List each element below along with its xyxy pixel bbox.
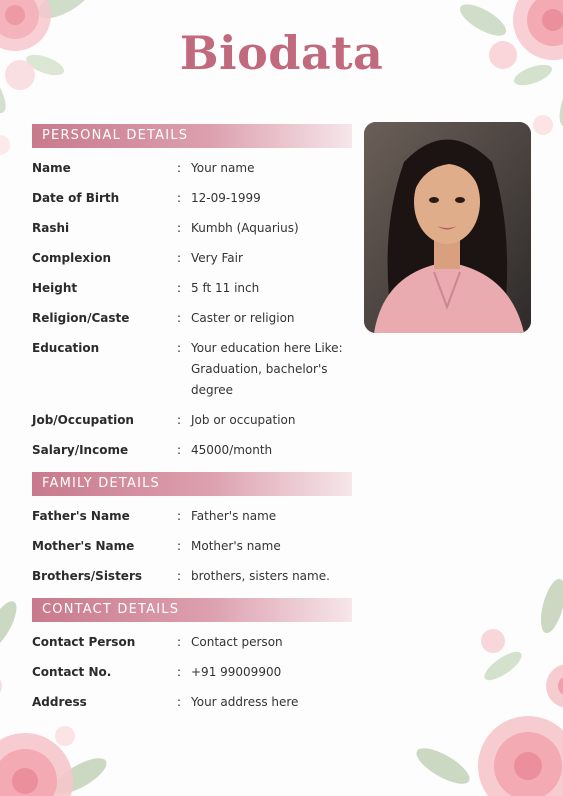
detail-colon: :: [177, 281, 182, 295]
detail-colon: :: [177, 695, 182, 709]
section-title-contact: CONTACT DETAILS: [42, 602, 180, 617]
detail-value: Job or occupation: [191, 413, 296, 427]
detail-value: Mother's name: [191, 539, 281, 553]
floral-decoration-bottom-right: [403, 566, 563, 796]
detail-label: Date of Birth: [32, 191, 120, 205]
detail-label: Education: [32, 341, 100, 355]
section-header-personal: [32, 124, 352, 148]
detail-colon: :: [177, 635, 182, 649]
detail-value: Caster or religion: [191, 311, 295, 325]
detail-value: 5 ft 11 inch: [191, 281, 260, 295]
detail-colon: :: [177, 569, 182, 583]
detail-colon: :: [177, 161, 182, 175]
detail-value: Your education here Like: Graduation, bachelor's degree: [191, 341, 343, 397]
detail-colon: :: [177, 443, 182, 457]
detail-label: Brothers/Sisters: [32, 569, 143, 583]
detail-value: Kumbh (Aquarius): [191, 221, 299, 235]
detail-label: Name: [32, 161, 71, 175]
section-header-contact: [32, 598, 352, 622]
detail-colon: :: [177, 191, 182, 205]
detail-value: Contact person: [191, 635, 283, 649]
detail-value: 12-09-1999: [191, 191, 261, 205]
detail-label: Father's Name: [32, 509, 130, 523]
detail-colon: :: [177, 221, 182, 235]
detail-label: Rashi: [32, 221, 70, 235]
detail-label: Complexion: [32, 251, 112, 265]
detail-label: Salary/Income: [32, 443, 129, 457]
detail-value: Your address here: [191, 695, 299, 709]
page-title: Biodata: [179, 26, 384, 80]
detail-colon: :: [177, 539, 182, 553]
section-title-family: FAMILY DETAILS: [42, 476, 160, 491]
detail-label: Religion/Caste: [32, 311, 130, 325]
detail-colon: :: [177, 311, 182, 325]
detail-colon: :: [177, 665, 182, 679]
portrait-image: [364, 122, 531, 333]
section-title-personal: PERSONAL DETAILS: [42, 128, 189, 143]
detail-value: Very Fair: [191, 251, 243, 265]
detail-value: brothers, sisters name.: [191, 569, 330, 583]
detail-label: Contact Person: [32, 635, 136, 649]
detail-colon: :: [177, 509, 182, 523]
detail-label: Height: [32, 281, 78, 295]
detail-value: Father's name: [191, 509, 277, 523]
detail-colon: :: [177, 413, 182, 427]
detail-label: Contact No.: [32, 665, 112, 679]
detail-value: +91 99009900: [191, 665, 282, 679]
detail-colon: :: [177, 251, 182, 265]
detail-label: Mother's Name: [32, 539, 135, 553]
detail-colon: :: [177, 341, 182, 355]
detail-value: 45000/month: [191, 443, 273, 457]
detail-value: Your name: [191, 161, 255, 175]
profile-photo: [364, 122, 531, 333]
detail-label: Job/Occupation: [32, 413, 134, 427]
section-header-family: [32, 472, 352, 496]
detail-label: Address: [32, 695, 87, 709]
